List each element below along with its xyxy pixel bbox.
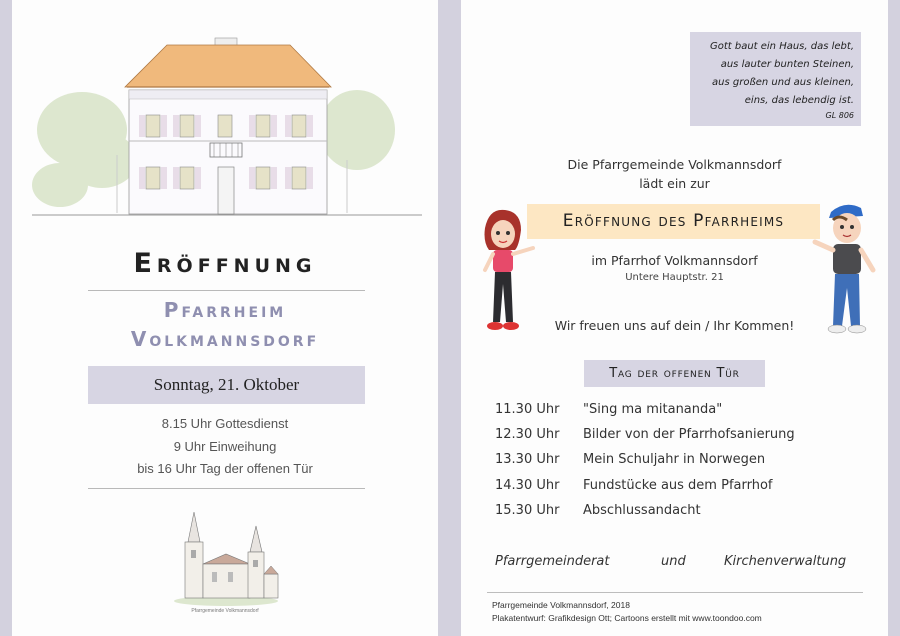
program-item: Bilder von der Pfarrhofsanierung [583, 427, 795, 442]
quote-reference: GL 806 [825, 111, 854, 120]
footer-divider [487, 592, 863, 593]
quote-line: aus lauter bunten Steinen, [720, 59, 854, 70]
schedule-line: 8.15 Uhr Gottesdienst [161, 416, 289, 431]
left-page [12, 0, 438, 636]
subtitle-line-1: Pfarrheim [163, 298, 287, 322]
program-item: Mein Schuljahr in Norwegen [583, 452, 766, 467]
house-illustration [32, 35, 422, 225]
welcome-text: Wir freuen uns auf dein / Ihr Kommen! [554, 318, 795, 333]
footer-line-2: Plakatentwurf: Grafikdesign Ott; Cartoons erstellt mit www.toondoo.com [492, 613, 762, 623]
main-title: Eröffnung [133, 248, 317, 279]
quote-line: aus großen und aus kleinen, [712, 77, 854, 88]
open-day-banner: Tag der offenen Tür [584, 360, 765, 387]
location-line-1: im Pfarrhof Volkmannsdorf [591, 253, 758, 268]
program-time: 14.30 Uhr [495, 478, 560, 493]
signature-church-admin: Kirchenverwaltung [724, 554, 847, 569]
right-page [461, 0, 888, 636]
signature-and: und [661, 554, 686, 569]
program-time: 13.30 Uhr [495, 452, 560, 467]
program-time: 15.30 Uhr [495, 503, 560, 518]
invite-line-1: Die Pfarrgemeinde Volkmannsdorf [567, 157, 782, 172]
footer-line-1: Pfarrgemeinde Volkmannsdorf, 2018 [492, 600, 630, 610]
program-time: 11.30 Uhr [495, 402, 560, 417]
boy-cartoon-icon [809, 198, 881, 338]
church-caption: Pfarrgemeinde Volkmannsdorf [191, 608, 259, 614]
program-time: 12.30 Uhr [495, 427, 560, 442]
quote-line: Gott baut ein Haus, das lebt, [709, 41, 854, 52]
quote-line: eins, das lebendig ist. [744, 95, 854, 106]
schedule-line: bis 16 Uhr Tag der offenen Tür [137, 461, 313, 476]
divider [88, 290, 365, 291]
location-line-2: Untere Hauptstr. 21 [625, 272, 724, 283]
date-banner: Sonntag, 21. Oktober [88, 366, 365, 404]
schedule-line: 9 Uhr Einweihung [173, 439, 277, 454]
program-item: Fundstücke aus dem Pfarrhof [583, 478, 773, 493]
church-illustration [170, 508, 282, 608]
program-item: "Sing ma mitananda" [583, 402, 723, 417]
event-title-banner: Eröffnung des Pfarrheims [527, 204, 820, 239]
signature-parish-council: Pfarrgemeinderat [495, 554, 610, 569]
quote-box [690, 32, 861, 126]
program-item: Abschlussandacht [583, 503, 701, 518]
divider [88, 488, 365, 489]
subtitle-line-2: Volkmannsdorf [130, 327, 320, 351]
girl-cartoon-icon [475, 206, 539, 336]
invite-line-2: lädt ein zur [639, 176, 710, 191]
